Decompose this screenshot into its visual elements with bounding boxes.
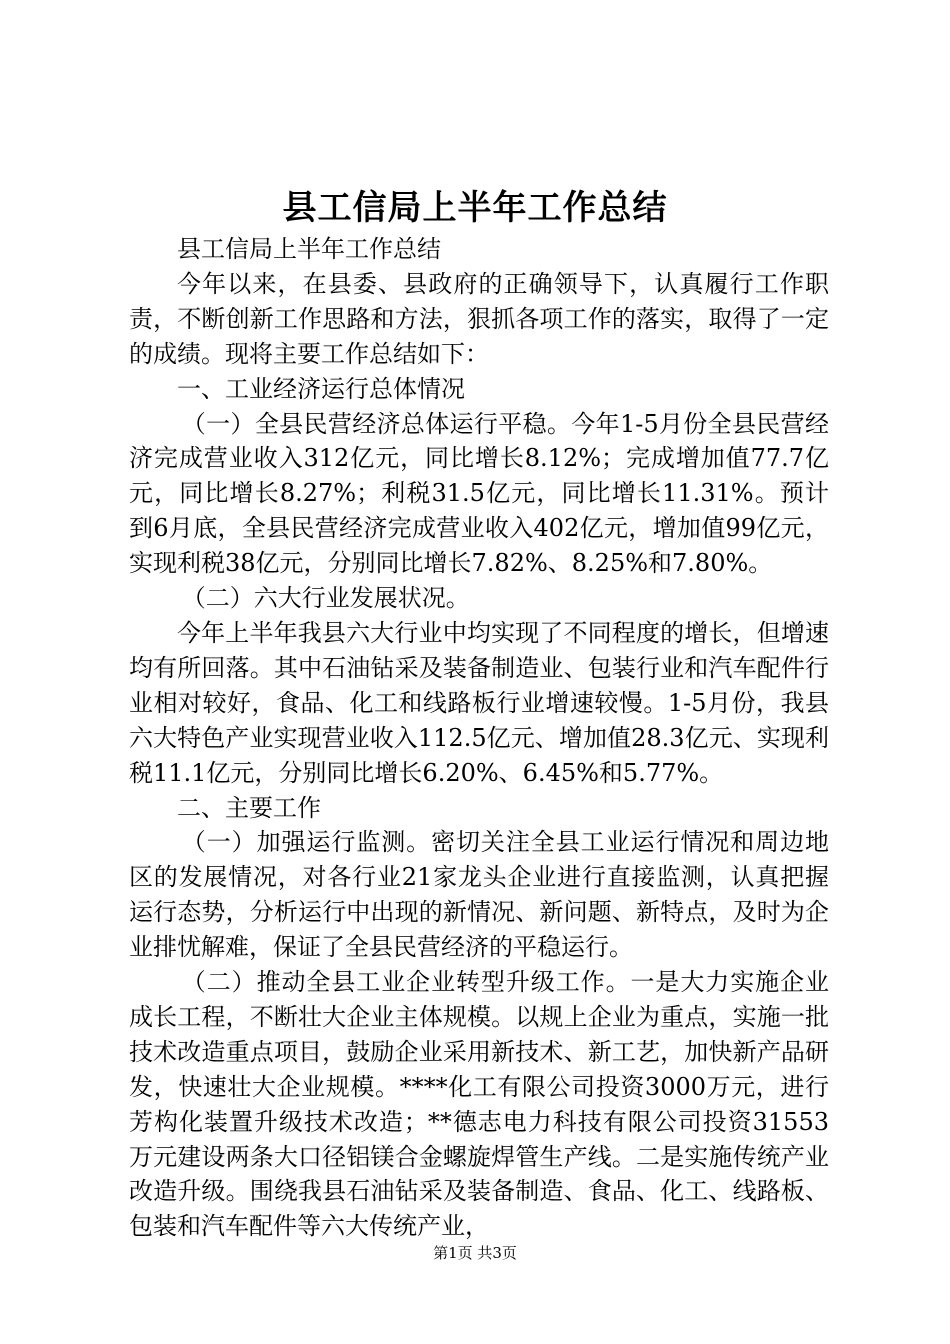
page-number: 第1页 共3页: [433, 1244, 517, 1262]
subheading-six-industries: （二）六大行业发展状况。: [181, 584, 470, 613]
paragraph-subtitle: 县工信局上半年工作总结: [177, 235, 441, 263]
document-body: [129, 232, 829, 1244]
section-heading-1: 一、工业经济运行总体情况: [177, 374, 465, 403]
paragraph-private-economy: （一）全县民营经济总体运行平稳。今年1-5月份全县民营经济完成营业收入312亿元，同比增长8.12%；完成增加值77.7亿元，同比增长8.27%；利税31.5亿元，同比增长11.31%。预计到6月底，全县民营经济完成营业收入402亿元，增加值99亿元，实现利税38亿元，分别同比增长7.82%、8.25%和7.80%。: [129, 409, 829, 578]
paragraph-intro: 今年以来，在县委、县政府的正确领导下，认真履行工作职责，不断创新工作思路和方法，狠抓各项工作的落实，取得了一定的成绩。现将主要工作总结如下：: [129, 269, 829, 368]
paragraph-six-industries: 今年上半年我县六大行业中均实现了不同程度的增长，但增速均有所回落。其中石油钻采及装备制造业、包装行业和汽车配件行业相对较好，食品、化工和线路板行业增速较慢。1-5月份，我县六大特色产业实现营业收入112.5亿元、增加值28.3亿元、实现利税11.1亿元，分别同比增长6.20%、6.45%和5.77%。: [129, 618, 829, 787]
document-title: 县工信局上半年工作总结: [282, 188, 668, 228]
section-heading-2: 二、主要工作: [177, 793, 321, 822]
paragraph-monitoring: （一）加强运行监测。密切关注全县工业运行情况和周边地区的发展情况，对各行业21家龙头企业进行直接监测，认真把握运行态势，分析运行中出现的新情况、新问题、新特点，及时为企业排忧解难，保证了全县民营经济的平稳运行。: [129, 828, 829, 962]
paragraph-transformation: （二）推动全县工业企业转型升级工作。一是大力实施企业成长工程，不断壮大企业主体规模。以规上企业为重点，实施一批技术改造重点项目，鼓励企业采用新技术、新工艺，加快新产品研发，快速壮大企业规模。****化工有限公司投资3000万元，进行芳构化装置升级技术改造；**德志电力科技有限公司投资31553万元建设两条大口径铝镁合金螺旋焊管生产线。二是实施传统产业改造升级。围绕我县石油钻采及装备制造、食品、化工、线路板、包装和汽车配件等六大传统产业，: [129, 968, 829, 1241]
